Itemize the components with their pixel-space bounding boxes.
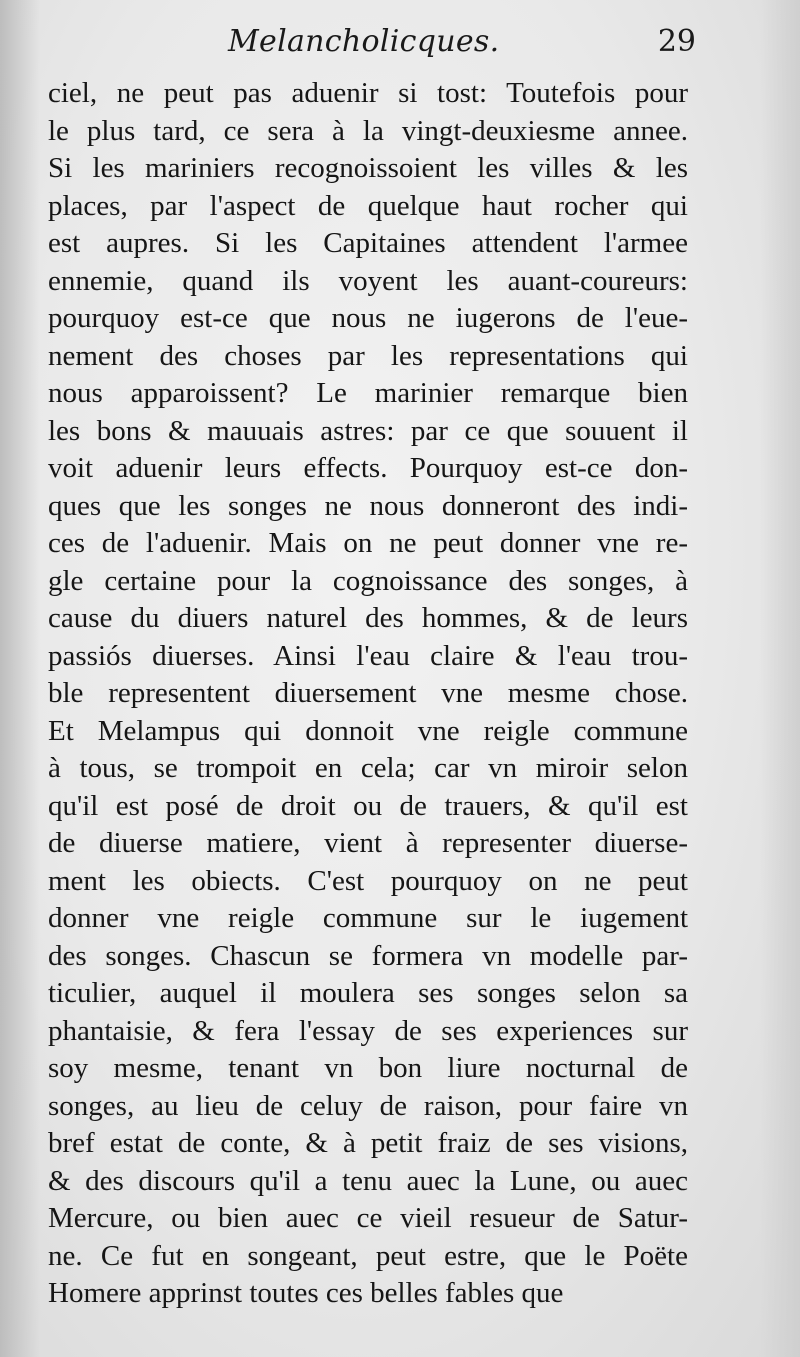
text-line: ques que les songes ne nous donneront des indi- [48,489,688,522]
text-line: Homere apprinst toutes ces belles fables que [48,1277,564,1309]
text-line: nement des choses par les representations qui [48,339,688,372]
text-line: nous apparoissent? Le marinier remarque bien [48,377,688,409]
text-line: voit aduenir leurs effects. Pourquoy est-ce don- [48,452,688,484]
text-line: Si les mariniers recognoissoient les villes & les [48,152,688,184]
running-title: Melancholicques. [228,24,500,59]
text-line: ne. Ce fut en songeant, peut estre, que le Poëte [48,1239,688,1272]
body-text [48,75,688,1313]
text-line: ticulier, auquel il moulera ses songes selon sa [48,977,688,1009]
text-line: ces de l'aduenir. Mais on ne peut donner vne re- [48,527,688,559]
text-line: à tous, se trompoit en cela; car vn miroir selon [48,752,688,784]
text-line: bref estat de conte, & à petit fraiz de ses visions, [48,1127,688,1159]
text-line: cause du diuers naturel des hommes, & de leurs [48,602,688,634]
text-line: ble representent diuersement vne mesme chose. [48,677,688,709]
text-line: phantaisie, & fera l'essay de ses experiences sur [48,1014,688,1047]
text-line: le plus tard, ce sera à la vingt-deuxiesme annee. [48,114,688,147]
text-line: pourquoy est-ce que nous ne iugerons de l'eue- [48,302,688,334]
text-line: qu'il est posé de droit ou de trauers, & qu'il est [48,789,688,822]
text-line: soy mesme, tenant vn bon liure nocturnal de [48,1052,688,1084]
page-number: 29 [657,24,696,59]
text-line: songes, au lieu de celuy de raison, pour faire vn [48,1089,688,1122]
text-line: & des discours qu'il a tenu auec la Lune, ou auec [48,1164,688,1197]
text-line: ciel, ne peut pas aduenir si tost: Toutefois pour [48,77,688,109]
text-line: les bons & mauuais astres: par ce que souuent il [48,414,688,447]
text-line: places, par l'aspect de quelque haut rocher qui [48,189,688,222]
running-head [48,22,696,62]
text-line: des songes. Chascun se formera vn modelle par- [48,939,688,972]
text-line: passiós diuerses. Ainsi l'eau claire & l'eau trou- [48,639,688,672]
text-line: gle certaine pour la cognoissance des songes, à [48,564,688,597]
text-line: est aupres. Si les Capitaines attendent l'armee [48,227,688,259]
text-line: ennemie, quand ils voyent les auant-coureurs: [48,264,688,297]
text-line: Mercure, ou bien auec ce vieil resueur de Satur- [48,1202,688,1234]
text-line: de diuerse matiere, vient à representer diuerse- [48,827,688,859]
text-line: Et Melampus qui donnoit vne reigle commune [48,714,688,747]
text-line: donner vne reigle commune sur le iugement [48,902,688,934]
text-line: ment les obiects. C'est pourquoy on ne peut [48,864,688,897]
